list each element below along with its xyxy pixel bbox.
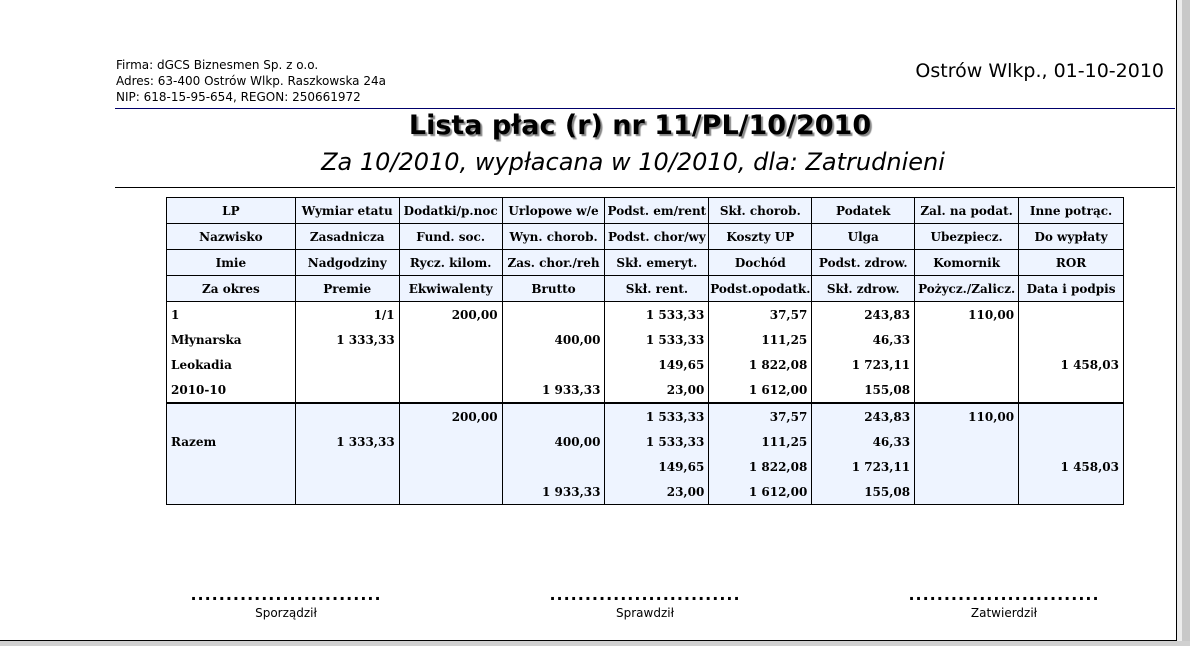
table-cell: [915, 429, 1019, 454]
table-cell: 1 458,03: [1019, 352, 1124, 377]
summary-row: [167, 479, 1124, 505]
table-cell: 155,08: [812, 377, 915, 403]
signature-label: Zatwierdził: [970, 606, 1038, 620]
table-cell: 149,65: [605, 454, 709, 479]
table-cell: Leokadia: [167, 352, 296, 377]
table-cell: [915, 377, 1019, 403]
column-header: Nazwisko: [167, 224, 296, 250]
table-cell: 400,00: [502, 327, 605, 352]
column-header: Komornik: [915, 250, 1019, 276]
header-row: [167, 250, 1124, 276]
table-cell: 1 723,11: [812, 352, 915, 377]
table-cell: 1 612,00: [709, 377, 812, 403]
column-header: Dodatki/p.noc: [399, 198, 502, 224]
table-cell: 1 533,33: [605, 429, 709, 454]
signature-checked: [510, 586, 780, 620]
column-header: Do wypłaty: [1019, 224, 1124, 250]
document-title: Lista płac (r) nr 11/PL/10/2010: [408, 110, 872, 141]
place-date: Ostrów Wlkp., 01-10-2010: [915, 60, 1164, 82]
summary-row: [167, 454, 1124, 479]
summary-row: [167, 429, 1124, 454]
column-header: Podst. em/rent: [605, 198, 709, 224]
table-cell: [399, 454, 502, 479]
column-header: ROR: [1019, 250, 1124, 276]
table-cell: 243,83: [812, 403, 915, 429]
column-header: Podatek: [812, 198, 915, 224]
column-header: Premie: [295, 276, 399, 302]
column-header: Zasadnicza: [295, 224, 399, 250]
column-header: Podst.opodatk.: [709, 276, 812, 302]
table-body: [167, 302, 1124, 505]
column-header: Skł. chorob.: [709, 198, 812, 224]
table-cell: [1019, 302, 1124, 328]
header-row: [167, 224, 1124, 250]
table-cell: 111,25: [709, 327, 812, 352]
header-row: [167, 198, 1124, 224]
column-header: Wyn. chorob.: [502, 224, 605, 250]
column-header: Za okres: [167, 276, 296, 302]
table-cell: 46,33: [812, 429, 915, 454]
signature-line: ...........................: [549, 585, 741, 604]
column-header: LP: [167, 198, 296, 224]
table-header: [167, 198, 1124, 302]
table-cell: [399, 327, 502, 352]
table-cell: [295, 352, 399, 377]
table-cell: 23,00: [605, 479, 709, 505]
title-divider: [115, 187, 1175, 188]
table-cell: 1 822,08: [709, 454, 812, 479]
table-cell: [1019, 377, 1124, 403]
table-cell: 1 723,11: [812, 454, 915, 479]
table-cell: 1 612,00: [709, 479, 812, 505]
table-cell: 110,00: [915, 302, 1019, 328]
table-cell: 110,00: [915, 403, 1019, 429]
company-info: [116, 57, 386, 105]
table-cell: [502, 352, 605, 377]
table-cell: [502, 454, 605, 479]
signature-prepared: [151, 586, 421, 620]
table-cell: 1: [167, 302, 296, 328]
column-header: Nadgodziny: [295, 250, 399, 276]
table-cell: 200,00: [399, 302, 502, 328]
table-cell: 149,65: [605, 352, 709, 377]
table-cell: 1 933,33: [502, 377, 605, 403]
column-header: Podst. chor/wy: [605, 224, 709, 250]
column-header: Wymiar etatu: [295, 198, 399, 224]
table-cell: [502, 302, 605, 328]
column-header: Skł. emeryt.: [605, 250, 709, 276]
table-cell: 1 533,33: [605, 327, 709, 352]
table-cell: [295, 479, 399, 505]
table-cell: 1 822,08: [709, 352, 812, 377]
column-header: Inne potrąc.: [1019, 198, 1124, 224]
table-row: [167, 327, 1124, 352]
table-cell: 37,57: [709, 302, 812, 328]
table-cell: [295, 403, 399, 429]
table-row: [167, 352, 1124, 377]
table-cell: [399, 429, 502, 454]
table-cell: 155,08: [812, 479, 915, 505]
column-header: Skł. rent.: [605, 276, 709, 302]
table-cell: [1019, 479, 1124, 505]
column-header: Zas. chor./reh: [502, 250, 605, 276]
table-cell: [1019, 429, 1124, 454]
column-header: Ekwiwalenty: [399, 276, 502, 302]
column-header: Urlopowe w/e: [502, 198, 605, 224]
table-cell: [399, 352, 502, 377]
table-cell: 1 333,33: [295, 327, 399, 352]
table-cell: [167, 454, 296, 479]
column-header: Zal. na podat.: [915, 198, 1019, 224]
table-cell: [167, 403, 296, 429]
table-cell: [1019, 403, 1124, 429]
summary-row: [167, 403, 1124, 429]
column-header: Brutto: [502, 276, 605, 302]
company-address: Adres: 63-400 Ostrów Wlkp. Raszkowska 24a: [116, 74, 386, 88]
table-cell: 1 933,33: [502, 479, 605, 505]
company-tax-ids: NIP: 618-15-95-654, REGON: 250661972: [116, 90, 361, 104]
table-cell: 1 533,33: [605, 302, 709, 328]
column-header: Skł. zdrow.: [812, 276, 915, 302]
signature-line: ...........................: [908, 585, 1100, 604]
table-cell: 1 333,33: [295, 429, 399, 454]
table-cell: 111,25: [709, 429, 812, 454]
table-cell: [399, 479, 502, 505]
column-header: Pożycz./Zalicz.: [915, 276, 1019, 302]
table-cell: [915, 454, 1019, 479]
table-cell: 46,33: [812, 327, 915, 352]
column-header: Data i podpis: [1019, 276, 1124, 302]
table-cell: [167, 479, 296, 505]
table-cell: 1 458,03: [1019, 454, 1124, 479]
column-header: Fund. soc.: [399, 224, 502, 250]
table-cell: [399, 377, 502, 403]
company-name: Firma: dGCS Biznesmen Sp. z o.o.: [116, 58, 319, 72]
table-cell: [295, 377, 399, 403]
signature-label: Sporządził: [255, 606, 317, 620]
table-cell: Razem: [167, 429, 296, 454]
table-cell: [915, 327, 1019, 352]
signature-approved: [869, 586, 1139, 620]
document-subtitle: Za 10/2010, wypłacana w 10/2010, dla: Zatrudnieni: [321, 148, 945, 176]
column-header: Podst. zdrow.: [812, 250, 915, 276]
table-cell: 37,57: [709, 403, 812, 429]
table-cell: 243,83: [812, 302, 915, 328]
table-cell: 2010-10: [167, 377, 296, 403]
header-row: [167, 276, 1124, 302]
table-cell: [1019, 327, 1124, 352]
table-cell: [502, 403, 605, 429]
table-cell: 1 533,33: [605, 403, 709, 429]
table-cell: 200,00: [399, 403, 502, 429]
signature-line: ...........................: [190, 585, 382, 604]
page-shadow-bottom: [0, 641, 1190, 646]
table-cell: [295, 454, 399, 479]
table-cell: 23,00: [605, 377, 709, 403]
table-cell: 400,00: [502, 429, 605, 454]
column-header: Dochód: [709, 250, 812, 276]
column-header: Rycz. kilom.: [399, 250, 502, 276]
table-cell: 1/1: [295, 302, 399, 328]
signature-label: Sprawdził: [616, 606, 674, 620]
payroll-table: [166, 197, 1124, 505]
table-row: [167, 302, 1124, 328]
table-row: [167, 377, 1124, 403]
scrollbar-track[interactable]: [1182, 0, 1190, 646]
table-cell: [915, 352, 1019, 377]
column-header: Koszty UP: [709, 224, 812, 250]
table-cell: Młynarska: [167, 327, 296, 352]
column-header: Ubezpiecz.: [915, 224, 1019, 250]
table-cell: [915, 479, 1019, 505]
column-header: Ulga: [812, 224, 915, 250]
column-header: Imie: [167, 250, 296, 276]
header-divider: [115, 108, 1175, 109]
